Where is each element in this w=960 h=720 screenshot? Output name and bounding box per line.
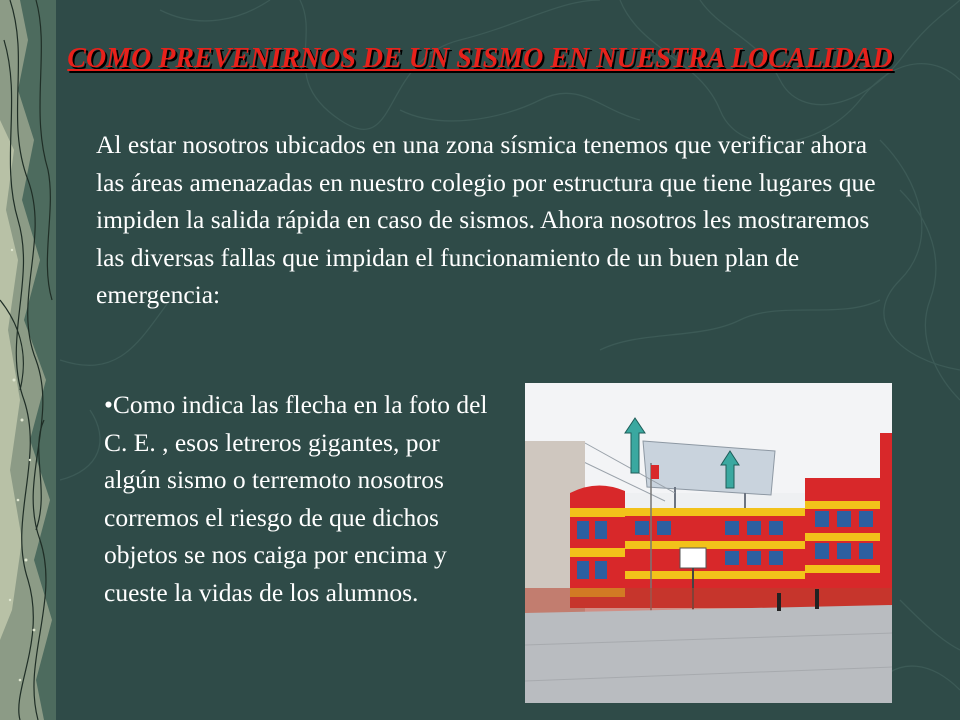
intro-paragraph: Al estar nosotros ubicados en una zona sísmica tenemos que verificar ahora las áreas amenazadas en nuestro colegio por estructura que tiene lugares que impiden la salida rápida en caso de sismos. Ahora nosotros les mostraremos las diversas fallas que impidan el funcionamiento de un buen plan de emergencia: — [96, 130, 876, 309]
bullet-paragraph: •Como indica las flecha en la foto del C. E. , esos letreros gigantes, por algún sismo o terremoto nosotros corremos el riesgo de que dichos objetos se nos caiga por encima y cueste la vidas de los alumnos. — [104, 390, 488, 607]
slide-title: COMO PREVENIRNOS DE UN SISMO EN NUESTRA LOCALIDAD — [67, 43, 893, 74]
school-photo — [525, 383, 892, 703]
map-strip-decoration — [0, 0, 56, 720]
